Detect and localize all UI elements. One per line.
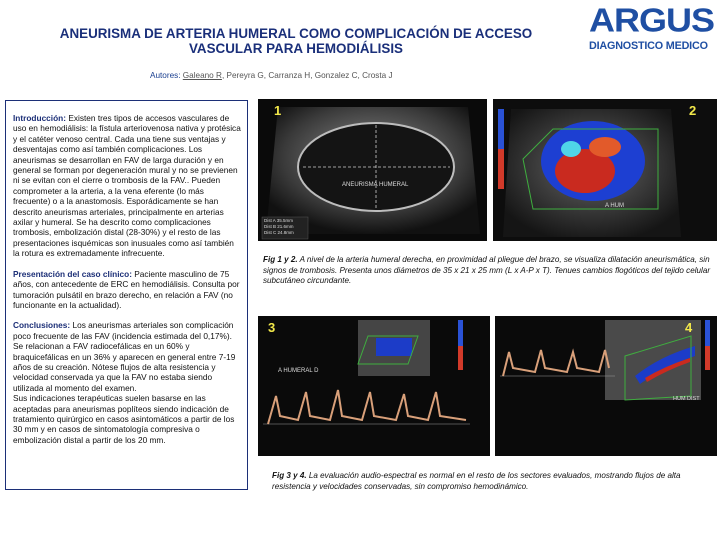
caption-fig-1-2 xyxy=(263,255,713,287)
figure-3-image xyxy=(258,316,490,456)
logo-wordmark: ARGUS xyxy=(589,1,715,39)
figure-2-doppler xyxy=(493,99,717,241)
caption-2-heading: Fig 3 y 4. xyxy=(272,471,307,480)
conclusions-text-2: Sus indicaciones terapéuticas suelen basarse en las aceptadas para aneurismas poplíteos siendo indicación de tratamiento quirúrgico en casos asintomáticos a partir de los 30 mm y en casos de sintomatología compresiva o embolización distal a partir de los 20 mm. xyxy=(13,393,235,445)
first-author: Galeano R xyxy=(182,71,222,80)
case-heading: Presentación del caso clínico: xyxy=(13,268,132,279)
caption-fig-3-4 xyxy=(272,471,712,492)
figure-4-label: HUM DIST xyxy=(673,396,700,402)
authors-label: Autores: xyxy=(150,71,181,80)
measure-a: Dist A 35.5mm xyxy=(264,218,294,223)
conclusions-paragraph xyxy=(13,320,242,393)
figure-3-spectral xyxy=(258,316,490,456)
figure-4-image xyxy=(495,316,717,456)
title-line-2: VASCULAR PARA HEMODIÁLISIS xyxy=(188,41,403,56)
figure-1-label: ANEURISMA HUMERAL xyxy=(342,182,409,188)
authors-line xyxy=(150,71,393,80)
figure-1-measures xyxy=(264,218,294,236)
figure-4-spectral xyxy=(495,316,717,456)
figure-3-label: A HUMERAL D xyxy=(278,368,319,374)
figure-2-number: 2 xyxy=(689,103,697,118)
case-text: Paciente masculino de 75 años, con antecedente de ERC en hemodiálisis. Consulta por tumoración pulsátil en brazo derecho, en relación a FAV (no funcionante en la actualidad). xyxy=(13,268,240,310)
figure-2-image xyxy=(493,99,717,241)
other-authors: , Pereyra G, Carranza H, Gonzalez C, Crosta J xyxy=(221,71,393,80)
argus-logo xyxy=(585,1,715,54)
figure-4-number: 4 xyxy=(685,320,693,335)
title-line-1: ANEURISMA DE ARTERIA HUMERAL COMO COMPLICACIÓN DE ACCESO xyxy=(59,26,533,41)
conclusions-heading: Conclusiones: xyxy=(13,320,71,331)
measure-b: Dist B 21.6mm xyxy=(264,224,294,229)
intro-text: Existen tres tipos de accesos vasculares de uso en hemodiálisis: la fístula arteriovenosa nativa y protésica y el catéter venoso central. Cada una tiene sus ventajas y desventajas como así también complicaciones. Los aneurismas se desarrollan en FAV de larga duración y en general se forman por degeneración mural y no se previenen ni se evitan con el cierre o trombosis de la FAV.. Pueden comprometer a la arteria, a la vena eferente (lo más frecuente) o a la anastomosis. Esporádicamente se han descrito aneurismas arteriales, principalmente en arterias axilar y humeral. Se ha descrito como complicaciones trombosis, embolización distal (28-30%) y el resto de las presentaciones isquémicas son inusuales como así también la rotura es extremadamente infrecuente. xyxy=(13,113,241,259)
caption-2-text: La evaluación audio-espectral es normal en el resto de los sectores evaluados, mostrando flujos de alta resistencia y velocidades conservadas, sin compromiso hemodinámico. xyxy=(272,471,681,491)
case-paragraph xyxy=(13,269,242,311)
caption-1-text: A nivel de la arteria humeral derecha, en proximidad al pliegue del brazo, se visualiza dilatación aneurismática, sin signos de trombosis. Presenta unos diámetros de 35 x 21 x 25 mm (L x A-P x T). Tenues cambios flogóticos del tejido celular subcutáneo circundante. xyxy=(263,255,711,286)
figure-2-label: A HUM xyxy=(605,203,625,209)
poster-title xyxy=(20,26,572,56)
caption-1-heading: Fig 1 y 2. xyxy=(263,255,298,264)
conclusions-paragraph-2 xyxy=(13,393,242,445)
intro-paragraph xyxy=(13,113,242,259)
logo-subtitle: DIAGNOSTICO MEDICO xyxy=(589,40,708,52)
figure-3-number: 3 xyxy=(268,320,276,335)
intro-heading: Introducción: xyxy=(13,113,67,123)
text-column xyxy=(5,100,248,490)
conclusions-text: Los aneurismas arteriales son complicación poco frecuente de las FAV (incidencia estimada del 0,17%). Se relacionan a FAV radiocefálicas en un 60% y braquicefálicas en un 36% y aparecen en general entre 7-19 años de su creación. Nótese flujos de alta resistencia y velocidad conservada ya que la FAV no estaba siendo utilizada al momento del examen. xyxy=(13,320,236,393)
measure-c: Dist C 24.8mm xyxy=(264,230,294,235)
figure-1-number: 1 xyxy=(274,103,282,118)
figure-1-ultrasound xyxy=(258,99,487,241)
